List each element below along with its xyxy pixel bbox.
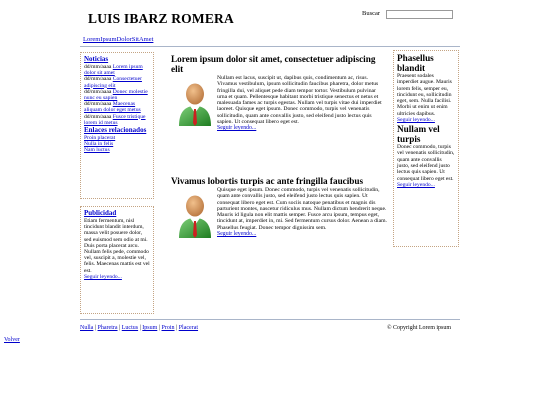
footer-separator: | [117,325,122,331]
news-link[interactable]: Fusce tristique lorem id metus [84,113,146,126]
advertising-title[interactable]: Publicidad [84,209,117,217]
footer-separator: | [174,325,179,331]
article [171,54,387,132]
sidebar-section-text: Praesent sodales imperdiet augue. Mauris lorem felis, semper eu, tincidunt eu, sollicitudin eget, sem. Nulla facilisi. Morbi ut enim ut enim ultricies dapibus. [397,73,452,117]
news-date: dd/mm/aaaa [84,101,112,108]
news-item [84,101,150,113]
footer-link[interactable]: Placerat [178,325,199,331]
footer-link[interactable]: Proin [161,325,175,331]
footer-link[interactable]: Pharetra [97,325,118,331]
advertising-read-more-link[interactable]: Seguir leyendo... [84,273,122,280]
news-date: dd/mm/aaaa [84,64,112,70]
footer-link[interactable]: Ipsum [142,325,158,331]
news-box [80,52,154,199]
user-avatar-icon [175,191,215,239]
news-item [84,114,150,126]
news-link[interactable]: Lorem ipsum dolor sit amet [84,64,143,77]
news-item [84,64,150,76]
related-links-list [84,135,150,154]
search-input[interactable] [386,10,453,19]
footer-separator: | [138,325,143,331]
article [171,176,387,239]
copyright-text: © Copyright Lorem ipsum [387,325,452,331]
news-item [84,76,150,88]
user-avatar-icon [175,79,215,127]
news-title[interactable]: Noticias [84,55,109,63]
news-date: dd/mm/aaaa [84,76,112,83]
news-link[interactable]: Consectetuer adipiscing elit [84,76,142,89]
footer-separator: | [157,325,162,331]
related-link[interactable]: Proin placerat [84,135,116,142]
footer-link[interactable]: Nulla [80,325,94,331]
sidebar-box [393,50,459,247]
search-label: Buscar [362,10,381,17]
sidebar-read-more-link[interactable]: Seguir leyendo... [397,117,435,124]
news-date: dd/mm/aaaa [84,88,112,95]
article-body: Quisque eget ipsum. Donec commodo, turpis vel venenatis sollicitudin, quam ante convallis justo, sed eleifend justo lectus quis sapien. Ut consequat libero eget est. Cum sociis natoque penatibus et magnis dis parturient montes, nascetur ridiculus mus. Nullam dictum hendrerit neque. Mauris id ligula non elit mattis semper. Fusce arcu ipsum, tempus eget, tincidunt at, imperdiet in, mi. Sed fermentum cursus dolor. Aenean a diam. Phasellus feugiat. Donec tempor dignissim sem. [217,187,387,231]
advertising-text: Etiam fermentum, nisl tincidunt blandit interdum, massa velit posuere dolor, sed euismod sem odio at mi. Duis porta placerat arcu. Nullam felis pede, commodo vel, suscipit a, molestie vel, felis. Maecenas mattis est vel est. [84,218,150,274]
footer-link[interactable]: Luctus [121,325,139,331]
related-link[interactable]: Nulla in felis [84,141,114,148]
article-body: Nullam est lacus, suscipit ut, dapibus quis, condimentum ac, risus. Vivamus vestibulum, ipsum sollicitudin faucibus pharetra, dolor metus fringilla dui, vel aliquet pede diam tempor tortor. Vestibulum pulvinar urna et quam. Pellentesque habitant morbi tristique senectus et netus et malesuada fames ac turpis egestas. Nullam vel turpis vitae dui imperdiet laoreet. Quisque eget ipsum. Donec commodo, turpis vel venenatis sollicitudin, quam ante convallis justo, sed eleifend justo lectus quis sapien. Ut consequat libero eget est. [217,75,382,126]
sidebar-section-title: Phasellus blandit [397,53,434,73]
related-link[interactable]: Nam luctus [84,147,110,154]
news-list [84,64,150,126]
article-read-more-link[interactable]: Seguir leyendo... [217,231,257,238]
site-title: LUIS IBARZ ROMERA [88,11,234,26]
top-nav-link[interactable]: LoremIpsumDolorSitAmet [83,36,154,43]
news-item [84,89,150,101]
header-divider [80,46,460,47]
article-read-more-link[interactable]: Seguir leyendo... [217,125,257,132]
related-links-title[interactable]: Enlaces relacionados [84,126,147,135]
back-link[interactable]: Volver [4,337,20,343]
news-link[interactable]: Donec molestie nunc eu sapien [84,88,148,102]
sidebar-read-more-link[interactable]: Seguir leyendo... [397,181,435,188]
news-link[interactable]: Maecenas aliquam dolor eget metus [84,101,141,114]
advertising-box [80,206,154,314]
footer-separator: | [93,325,98,331]
article-title: Vivamus lobortis turpis ac ante fringilla faucibus [171,176,364,186]
article-title: Lorem ipsum dolor sit amet, consectetuer adipiscing elit [171,54,376,74]
sidebar-section-title: Nullam vel turpis [397,124,440,145]
news-date: dd/mm/aaaa [84,113,112,120]
footer-divider [80,319,460,320]
sidebar-section-text: Donec commodo, turpis vel venenatis sollicitudin, quam ante convallis justo, sed eleifend justo lectus quis sapien. Ut consequat libero eget est. [397,144,455,182]
footer-nav [80,325,198,332]
